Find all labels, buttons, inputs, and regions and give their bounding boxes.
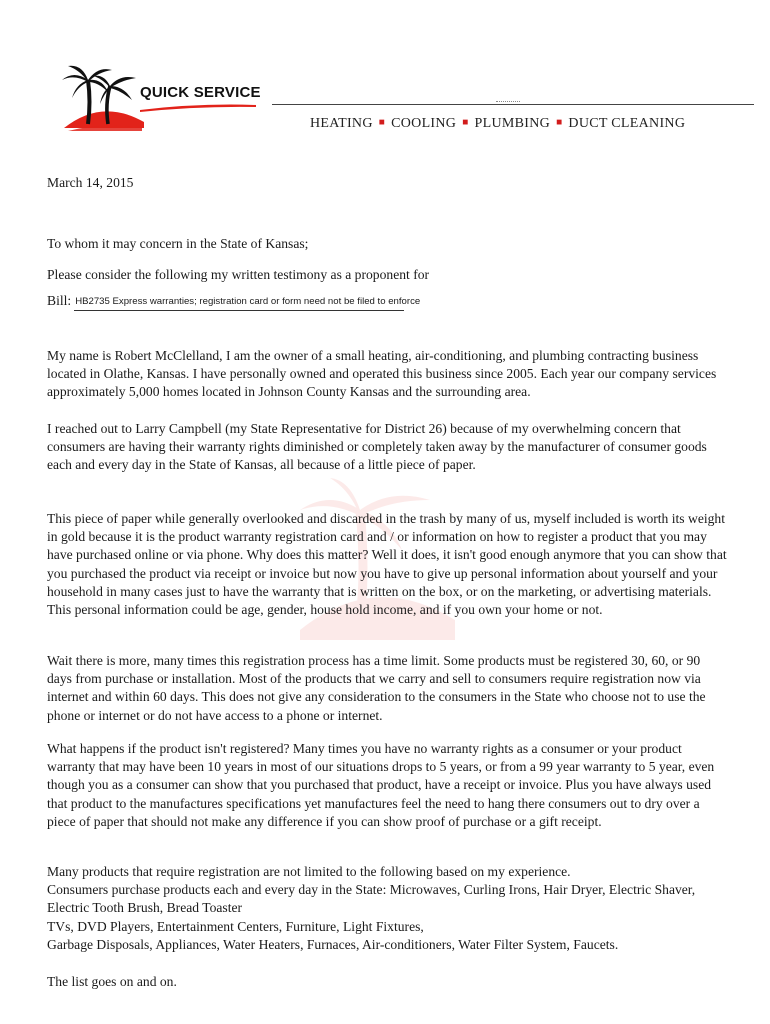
separator-dot-icon: ■ bbox=[556, 117, 563, 128]
list-line: Garbage Disposals, Appliances, Water Heaters, Furnaces, Air-conditioners, Water Filter System, Faucets. bbox=[47, 936, 619, 952]
paragraph-registration-card: This piece of paper while generally overlooked and discarded in the trash by many of us, myself included is worth its weight in gold because it is the product warranty registration card and / or information on how to register a product that you may have purchased online or via phone. Why does this matter? Well it does, it isn't good enough anymore that you can show that you purchased the product via receipt or invoice but now you have to give up personal information about yourself and your household in many cases just to have the warranty that is written on the box, or on the marketing, or advertising materials. This personal information could be age, gender, house hold income, and if you own your home or not. bbox=[47, 511, 727, 618]
bill-label: Bill: bbox=[47, 293, 72, 308]
list-line: Many products that require registration are not limited to the following based on my experience. bbox=[47, 864, 571, 879]
separator-dot-icon: ■ bbox=[462, 117, 469, 128]
brand-name: QUICK SERVICE bbox=[140, 84, 261, 101]
service-cooling: COOLING bbox=[391, 116, 457, 131]
consider-line: Please consider the following my written testimony as a proponent for bbox=[47, 267, 430, 282]
red-swoosh-icon bbox=[138, 101, 258, 113]
paragraph-introduction: My name is Robert McClelland, I am the owner of a small heating, air-conditioning, and plumbing contracting business located in Olathe, Kansas. I have personally owned and operated this business since 2005. Each year our company services approximately 5,000 homes located in Johnson County Kansas and the surrounding area. bbox=[47, 348, 717, 400]
list-line: TVs, DVD Players, Entertainment Centers, Furniture, Light Fixtures, bbox=[47, 918, 424, 934]
service-duct-cleaning: DUCT CLEANING bbox=[568, 116, 686, 131]
bill-line bbox=[47, 293, 420, 309]
letterhead-rule bbox=[272, 104, 754, 105]
paragraph-not-registered: What happens if the product isn't registered? Many times you have no warranty rights as a consumer or your product warranty that may have been 10 years in most of our situations drops to 5 years, or from a 99 year warranty to 5 year, even though you as a consumer can show that you purchased that product, have a receipt or invoice. Plus you have always used that product to the manufactures specifications yet manufactures feel the need to hang there consumers out to dry over a piece of paper that should not make any difference if you can show proof of purchase or a gift receipt. bbox=[47, 741, 715, 829]
service-heating: HEATING bbox=[310, 116, 373, 131]
paragraph-representative: I reached out to Larry Campbell (my State Representative for District 26) because of my overwhelming concern that consumers are having their warranty rights diminished or completely taken away by the manufacturer of consumer goods each and every day in the State of Kansas, all because of a little piece of paper. bbox=[47, 421, 707, 473]
bill-underline bbox=[74, 310, 404, 311]
paragraph-time-limit: Wait there is more, many times this registration process has a time limit. Some products must be registered 30, 60, or 90 days from purchase or installation. Most of the products that we carry and sell to consumers require registration now via internet and within 60 days. This does not give any consideration to the consumers in the State who choose not to use the phone or internet or do not have access to a phone or internet. bbox=[47, 653, 706, 723]
letter-date: March 14, 2015 bbox=[47, 175, 134, 190]
separator-dot-icon: ■ bbox=[378, 117, 386, 128]
list-line: Consumers purchase products each and every day in the State: Microwaves, Curling Irons, Hair Dryer, Electric Shaver, Electric Tooth Brush, Bread Toaster bbox=[47, 882, 696, 916]
product-list-block bbox=[47, 863, 727, 954]
salutation: To whom it may concern in the State of Kansas; bbox=[47, 236, 309, 251]
palm-tree-logo-icon bbox=[58, 62, 148, 134]
bill-text: HB2735 Express warranties; registration card or form need not be filed to enforce bbox=[75, 296, 421, 307]
letterhead-rule-dots bbox=[496, 101, 520, 103]
closing-line: The list goes on and on. bbox=[47, 974, 177, 989]
service-plumbing: PLUMBING bbox=[474, 116, 551, 131]
services-line bbox=[310, 116, 685, 132]
